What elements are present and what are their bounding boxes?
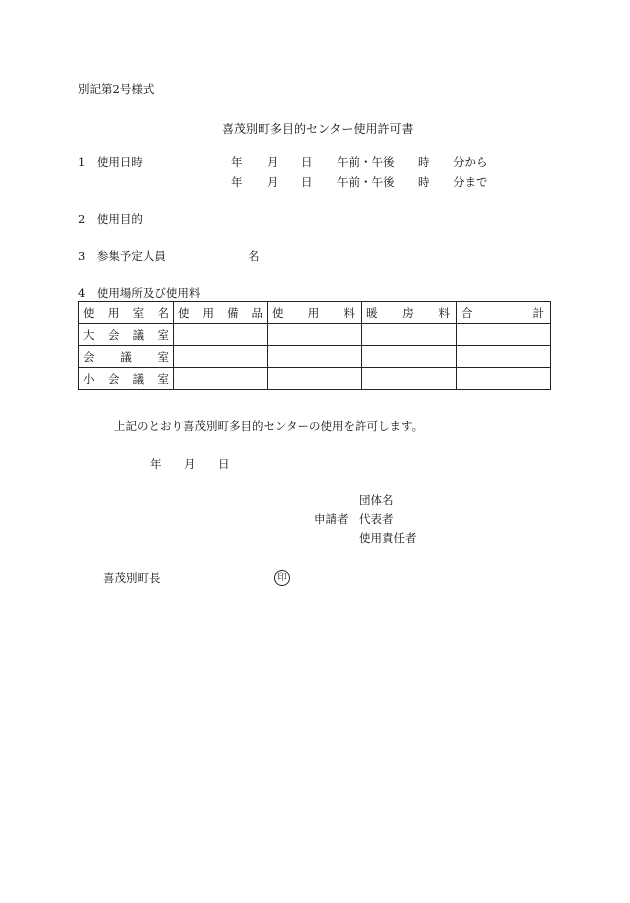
cell-char: 用: [307, 305, 320, 320]
cell-char: 名: [157, 305, 169, 320]
from-year: 年: [231, 155, 243, 169]
manager-label: 使用責任者: [359, 531, 417, 545]
cell-char: 用: [202, 305, 214, 320]
cell-char: 室: [157, 349, 169, 364]
permission-statement: 上記のとおり喜茂別町多目的センターの使用を許可します。: [114, 419, 424, 433]
attendee-unit: 名: [248, 249, 260, 263]
form-number: 別記第2号様式: [78, 82, 155, 96]
table-row: [79, 368, 551, 390]
equipment-cell[interactable]: [174, 346, 268, 368]
applicant-label: 申請者: [314, 512, 349, 526]
usage-fee-table: [78, 301, 551, 390]
header-total-text: [461, 305, 546, 321]
cell-char: 小: [83, 371, 95, 386]
header-room-text: [83, 305, 169, 321]
cell-char: 会: [107, 327, 120, 342]
issue-year: 年: [150, 457, 162, 471]
section-2-label: 2 使用目的: [78, 212, 143, 226]
equipment-cell[interactable]: [174, 324, 268, 346]
cell-char: 合: [461, 305, 473, 320]
total-cell[interactable]: [457, 324, 551, 346]
cell-char: 料: [343, 305, 355, 320]
cell-char: 議: [132, 327, 145, 342]
from-hour: 時: [418, 155, 430, 169]
header-heating-fee: [362, 302, 457, 324]
room-name: [83, 349, 169, 365]
to-minute: 分まで: [453, 175, 488, 189]
section-4-label: 4 使用場所及び使用料: [78, 286, 201, 300]
from-month: 月: [267, 155, 279, 169]
header-equipment-text: [178, 305, 263, 321]
cell-char: 室: [157, 327, 169, 342]
cell-char: 室: [132, 305, 145, 320]
section-1-label: 1 使用日時: [78, 155, 143, 169]
room-name: [83, 327, 169, 343]
header-usage-fee-text: [272, 305, 357, 321]
total-cell[interactable]: [457, 368, 551, 390]
cell-char: 品: [251, 305, 263, 320]
from-minute: 分から: [453, 155, 488, 169]
cell-char: 暖: [366, 305, 378, 320]
cell-char: 使: [83, 305, 95, 320]
room-name-cell: [79, 324, 174, 346]
heating-fee-cell[interactable]: [362, 346, 457, 368]
issue-day: 日: [218, 457, 230, 471]
table-row: [79, 346, 551, 368]
header-equipment: [174, 302, 268, 324]
header-total: [457, 302, 551, 324]
table-header-row: [79, 302, 551, 324]
issue-month: 月: [184, 457, 196, 471]
total-cell[interactable]: [457, 346, 551, 368]
usage-fee-cell[interactable]: [268, 346, 362, 368]
cell-char: 用: [107, 305, 120, 320]
heating-fee-cell[interactable]: [362, 324, 457, 346]
cell-char: 会: [83, 349, 95, 364]
section-3-label: 3 参集予定人員: [78, 249, 166, 263]
seal-icon: 印: [274, 570, 290, 586]
cell-char: 房: [402, 305, 414, 320]
org-name-label: 団体名: [359, 493, 394, 507]
from-ampm: 午前・午後: [337, 155, 395, 169]
mayor-title: 喜茂別町長: [103, 571, 161, 585]
to-day: 日: [301, 175, 313, 189]
header-room: [79, 302, 174, 324]
room-name-cell: [79, 368, 174, 390]
to-year: 年: [231, 175, 243, 189]
cell-char: 議: [132, 371, 145, 386]
to-hour: 時: [418, 175, 430, 189]
cell-char: 使: [178, 305, 190, 320]
from-day: 日: [301, 155, 313, 169]
cell-char: 備: [227, 305, 239, 320]
cell-char: 使: [272, 305, 284, 320]
header-usage-fee: [268, 302, 362, 324]
usage-fee-cell[interactable]: [268, 324, 362, 346]
usage-fee-cell[interactable]: [268, 368, 362, 390]
cell-char: 料: [438, 305, 450, 320]
cell-char: 会: [107, 371, 120, 386]
header-heating-fee-text: [366, 305, 452, 321]
cell-char: 議: [120, 349, 132, 364]
equipment-cell[interactable]: [174, 368, 268, 390]
room-name-cell: [79, 346, 174, 368]
heating-fee-cell[interactable]: [362, 368, 457, 390]
to-ampm: 午前・午後: [337, 175, 395, 189]
cell-char: 大: [83, 327, 95, 342]
representative-label: 代表者: [359, 512, 394, 526]
table-row: [79, 324, 551, 346]
page-title: 喜茂別町多目的センター使用許可書: [222, 122, 414, 136]
room-name: [83, 371, 169, 387]
cell-char: 計: [532, 305, 544, 320]
cell-char: 室: [157, 371, 169, 386]
to-month: 月: [267, 175, 279, 189]
